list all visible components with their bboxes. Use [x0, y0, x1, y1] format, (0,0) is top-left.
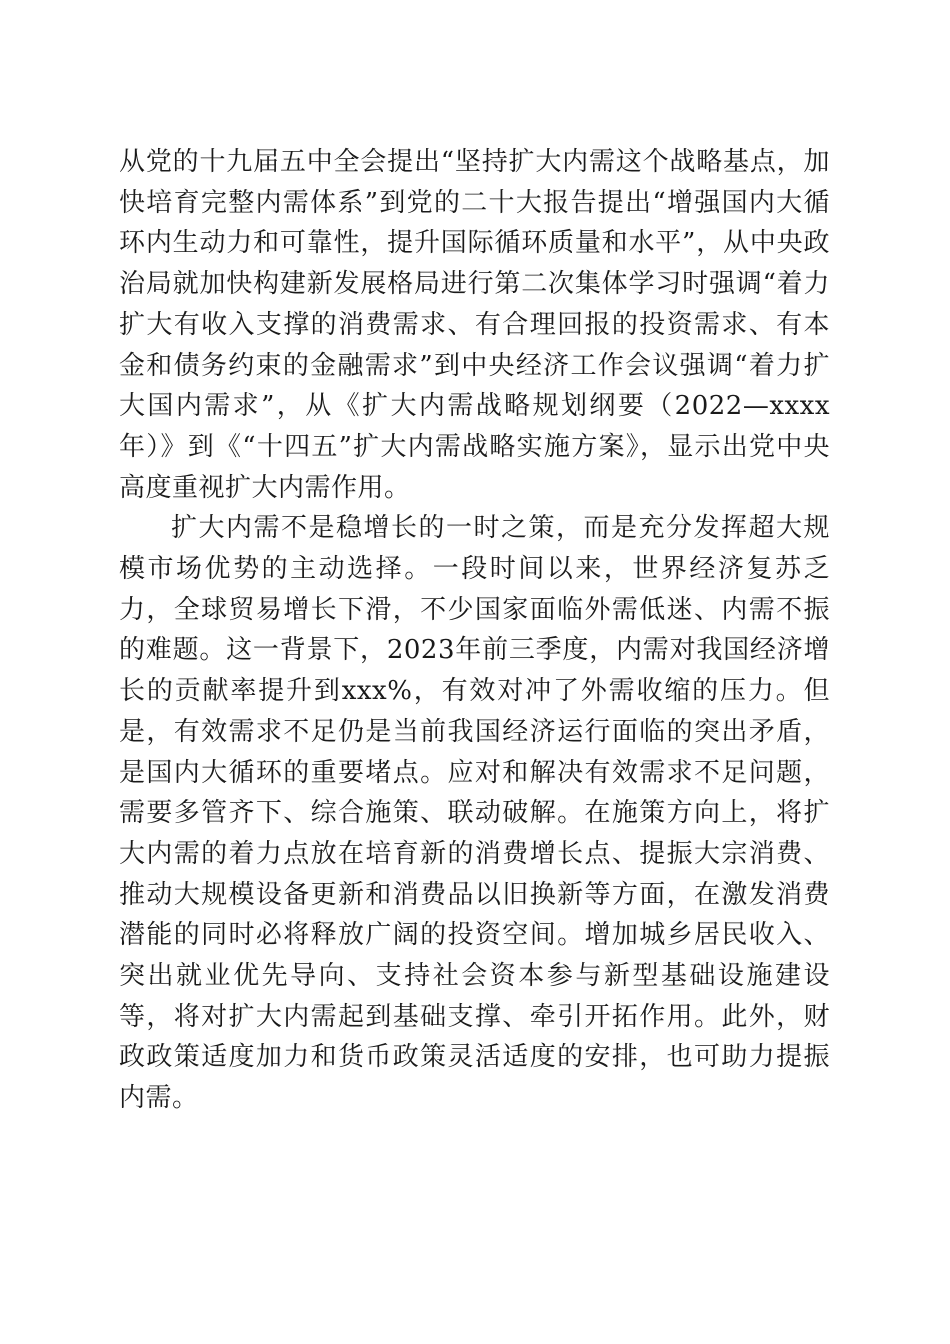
document-body — [119, 142, 830, 1119]
paragraph-2: 扩大内需不是稳增长的一时之策，而是充分发挥超大规模市场优势的主动选择。一段时间以来，世界经济复苏乏力，全球贸易增长下滑，不少国家面临外需低迷、内需不振的难题。这一背景下，2023年前三季度，内需对我国经济增长的贡献率提升到xxx%，有效对冲了外需收缩的压力。但是，有效需求不足仍是当前我国经济运行面临的突出矛盾，是国内大循环的重要堵点。应对和解决有效需求不足问题，需要多管齐下、综合施策、联动破解。在施策方向上，将扩大内需的着力点放在培育新的消费增长点、提振大宗消费、推动大规模设备更新和消费品以旧换新等方面，在激发消费潜能的同时必将释放广阔的投资空间。增加城乡居民收入、突出就业优先导向、支持社会资本参与新型基础设施建设等，将对扩大内需起到基础支撑、牵引开拓作用。此外，财政政策适度加力和货币政策灵活适度的安排，也可助力提振内需。 — [119, 513, 830, 1114]
paragraph-1: 从党的十九届五中全会提出“坚持扩大内需这个战略基点，加快培育完整内需体系”到党的二十大报告提出“增强国内大循环内生动力和可靠性，提升国际循环质量和水平”，从中央政治局就加快构建新发展格局进行第二次集体学习时强调“着力扩大有收入支撑的消费需求、有合理回报的投资需求、有本金和债务约束的金融需求”到中央经济工作会议强调“着力扩大国内需求”，从《扩大内需战略规划纲要（2022—xxxx年）》到《“十四五”扩大内需战略实施方案》，显示出党中央高度重视扩大内需作用。 — [119, 147, 830, 503]
